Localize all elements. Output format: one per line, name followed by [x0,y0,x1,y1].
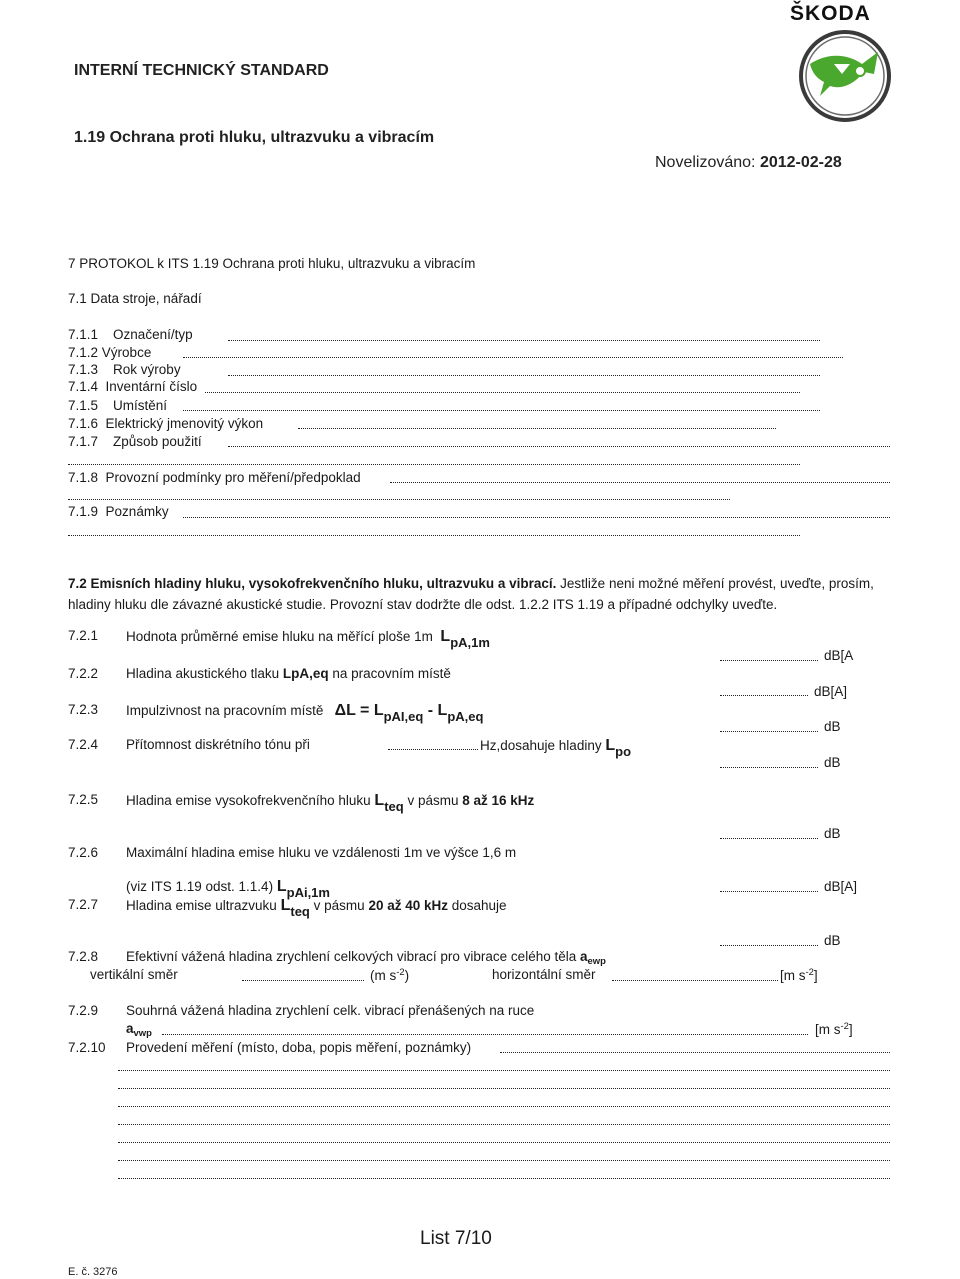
field-7-2-6[interactable] [720,891,818,892]
item-7-1-2: 7.1.2 Výrobce [68,345,152,360]
field-7-1-8[interactable] [390,482,890,483]
field-7-1-9[interactable] [183,517,890,518]
field-7-2-10-line-7[interactable] [118,1178,890,1179]
skoda-logo-icon [790,24,900,124]
field-7-2-10-line-5[interactable] [118,1142,890,1143]
revised-date: 2012-02-28 [759,154,842,171]
field-7-2-4-freq[interactable] [388,749,478,750]
unit-7-2-1: dB[A [824,648,854,663]
row-7-2-8-vertical: vertikální směr [90,967,178,982]
field-7-2-10-line-4[interactable] [118,1124,890,1125]
row-7-2-5: Hladina emise vysokofrekvenčního hluku $L_{teq}$ v pásmu 8 až 16 kHz [126,792,535,814]
row-7-2-8-horizontal: horizontální směr [492,967,596,982]
field-7-2-2[interactable] [720,695,808,696]
field-7-2-3[interactable] [720,731,818,732]
unit-7-2-8-b: [m $s^{-2}$] [780,967,818,983]
row-7-2-10-text: Provedení měření (místo, doba, popis měření, poznámky) [126,1040,472,1055]
item-7-1-8: 7.1.8 Provozní podmínky pro měření/předpoklad [68,470,361,485]
row-7-2-7: Hladina emise ultrazvuku $L_{teq}$ v pásmu 20 až 40 kHz dosahuje [126,897,507,919]
item-7-1-5: 7.1.5 Umístění [68,398,168,413]
field-7-2-10-line-6[interactable] [118,1160,890,1161]
doc-type: INTERNÍ TECHNICKÝ STANDARD [74,62,329,79]
item-7-1-4: 7.1.4 Inventární číslo [68,379,198,394]
page-number: List 7/10 [420,1228,492,1249]
revision [655,154,842,172]
row-7-2-9-sym: $a_{vwp}$ [126,1021,152,1039]
field-7-2-8-vertical[interactable] [242,980,364,981]
unit-7-2-5: dB [824,826,841,841]
item-7-1-9: 7.1.9 Poznámky [68,504,169,519]
row-7-2-2: Hladina akustického tlaku LpA,eq na pracovním místě [126,666,451,681]
row-7-2-8: Efektivní vážená hladina zrychlení celkových vibrací pro vibrace celého těla $a_{ewp}$ [126,949,606,967]
field-7-2-9[interactable] [162,1034,808,1035]
field-7-1-3[interactable] [228,375,820,376]
item-7-1-7: 7.1.7 Způsob použití [68,434,202,449]
row-7-2-10-num: 7.2.10 [68,1040,106,1055]
field-7-2-1[interactable] [720,660,818,661]
row-7-2-3-num: 7.2.3 [68,702,99,717]
row-7-2-2-num: 7.2.2 [68,666,99,681]
section-7-2-intro [68,573,898,615]
section-7-2-title: 7.2 Emisních hladiny hluku, vysokofrekvenčního hluku, ultrazvuku a vibrací. [68,576,557,591]
row-7-2-6-text: Maximální hladina emise hluku ve vzdálenosti 1m ve výšce 1,6 m [126,845,517,860]
field-7-1-5[interactable] [183,410,820,411]
section-7-2-text: Jestliže neni možné měření provést, uveďte, prosím, hladiny hluku dle závazné akustické studie. Provozní stav dodržte dle odst. 1.2.2 ITS 1.19 a případné odchylky uveďte. [68,576,874,612]
section-7-1-title: 7.1 Data stroje, nářadí [68,291,202,306]
item-7-1-1: 7.1.1 Označení/typ [68,327,193,342]
row-7-2-6-note: (viz ITS 1.19 odst. 1.1.4) $L_{pAi,1m}$ [126,878,330,900]
section-7-title: 7 PROTOKOL k ITS 1.19 Ochrana proti hluku, ultrazvuku a vibracím [68,256,476,271]
row-7-2-6-num: 7.2.6 [68,845,99,860]
unit-7-2-8-a: (m $s^{-2}$) [370,967,410,983]
field-7-1-7-cont[interactable] [68,464,800,465]
field-7-1-6[interactable] [298,428,776,429]
field-7-2-4[interactable] [720,767,818,768]
row-7-2-9-num: 7.2.9 [68,1003,99,1018]
brand-name: ŠKODA [790,2,871,25]
field-7-1-7[interactable] [228,446,890,447]
row-7-2-8-num: 7.2.8 [68,949,99,964]
field-7-2-10-line-2[interactable] [118,1088,890,1089]
unit-7-2-6: dB[A] [824,879,858,894]
standard-title: 1.19 Ochrana proti hluku, ultrazvuku a vibracím [74,129,435,146]
field-7-1-4[interactable] [205,392,800,393]
row-7-2-5-num: 7.2.5 [68,792,99,807]
unit-7-2-4: dB [824,755,841,770]
row-7-2-1: Hodnota průměrné emise hluku na měřící ploše 1m $L_{pA,1m}$ [126,628,490,650]
unit-7-2-3: dB [824,719,841,734]
unit-7-2-9: [m $s^{-2}$] [815,1021,853,1037]
row-7-2-9-text: Souhrná vážená hladina zrychlení celk. vibrací přenášených na ruce [126,1003,535,1018]
field-7-2-10-line-1[interactable] [118,1070,890,1071]
field-7-1-1[interactable] [228,340,820,341]
row-7-2-4-b: Hz,dosahuje hladiny $L_{po}$ [480,737,632,759]
unit-7-2-7: dB [824,933,841,948]
revised-label: Novelizováno: [655,154,756,171]
field-7-2-7[interactable] [720,945,818,946]
row-7-2-7-num: 7.2.7 [68,897,99,912]
field-7-1-2[interactable] [183,357,843,358]
item-7-1-6: 7.1.6 Elektrický jmenovitý výkon [68,416,264,431]
row-7-2-4-text: Přítomnost diskrétního tónu při [126,737,310,752]
document-number: E. č. 3276 [68,1266,118,1278]
row-7-2-4-num: 7.2.4 [68,737,99,752]
field-7-2-10[interactable] [500,1052,890,1053]
row-7-2-3: Impulzivnost na pracovním místě $\Delta L = L_{pAI,eq} - L_{pA,eq}$ [126,702,484,724]
field-7-2-10-line-3[interactable] [118,1106,890,1107]
item-7-1-3: 7.1.3 Rok výroby [68,362,181,377]
field-7-2-8-horizontal[interactable] [612,980,778,981]
field-7-1-9-cont[interactable] [68,535,800,536]
row-7-2-1-num: 7.2.1 [68,628,99,643]
field-7-1-8-cont[interactable] [68,499,730,500]
field-7-2-5[interactable] [720,838,818,839]
unit-7-2-2: dB[A] [814,684,848,699]
